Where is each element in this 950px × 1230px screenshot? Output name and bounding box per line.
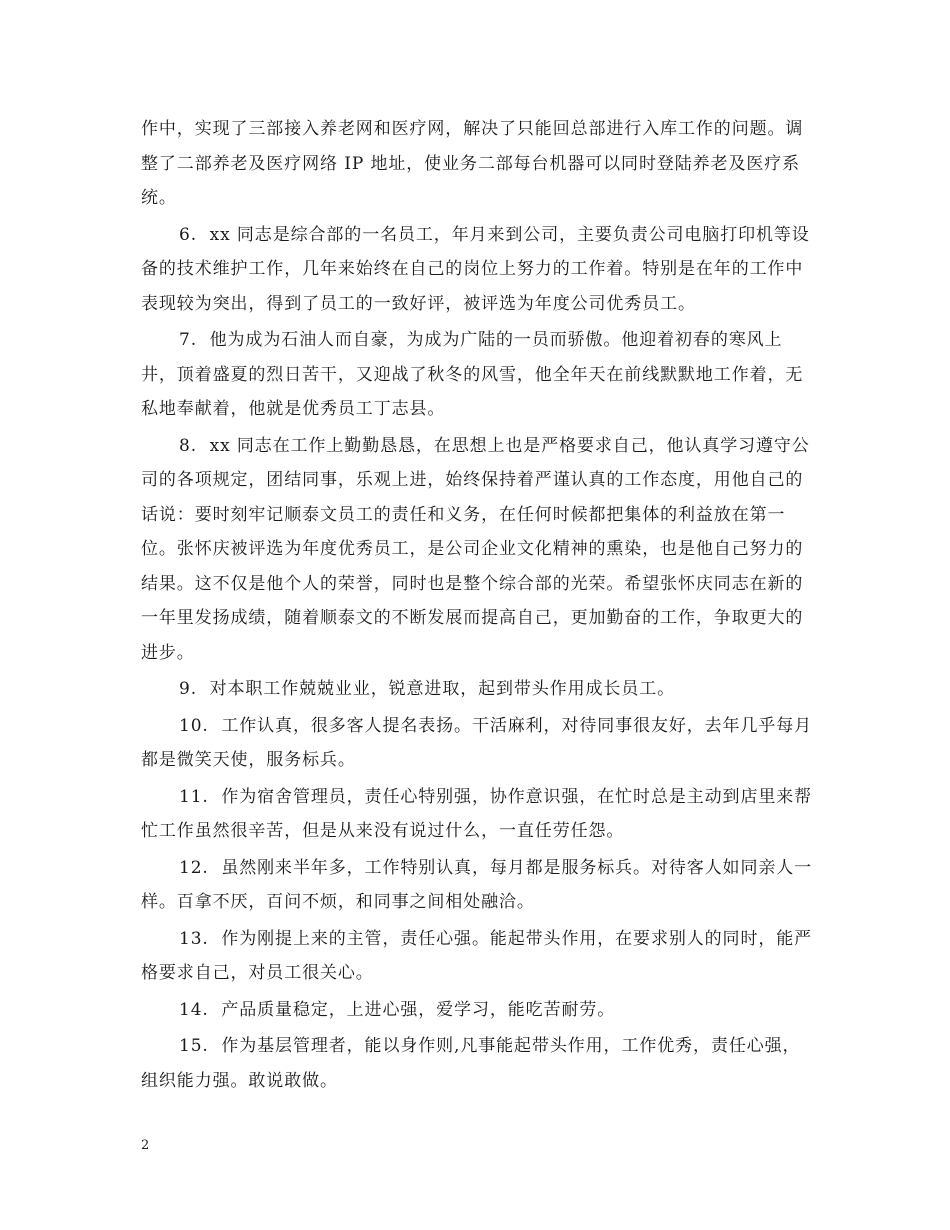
paragraph-item-6: 6. xx 同志是综合部的一名员工，年月来到公司，主要负责公司电脑打印机等设备的技术维护工作，几年来始终在自己的岗位上努力的工作着。特别是在年的工作中表现较为突出，得到了员工的一致好评，被评选为年度公司优秀员工。: [141, 224, 810, 314]
paragraph-item-9: 9. 对本职工作兢兢业业，锐意进取，起到带头作用成长员工。: [179, 679, 676, 699]
page-number: 2: [141, 1138, 150, 1153]
paragraph-item-13: 13. 作为刚提上来的主管，责任心强。能起带头作用，在要求别人的同时，能严格要求自己，对员工很关心。: [141, 928, 813, 983]
paragraph-item-15: 15. 作为基层管理者，能以身作则,凡事能起带头作用，工作优秀，责任心强，组织能力强。敢说敢做。: [141, 1036, 801, 1091]
paragraph-item-7: 7. 他为成为石油人而自豪，为成为广陆的一员而骄傲。他迎着初春的寒风上井，顶着盛夏的烈日苦干，又迎战了秋冬的风雪，他全年天在前线默默地工作着，无私地奉献着，他就是优秀员工丁志县。: [141, 330, 804, 419]
paragraph-item-8: 8. xx 同志在工作上勤勤恳恳，在思想上也是严格要求自己，他认真学习遵守公司的各项规定，团结同事，乐观上进，始终保持着严谨认真的工作态度，用他自己的话说：要时刻牢记顺泰文员工的责任和义务，在任何时候都把集体的利益放在第一位。张怀庆被评选为年度优秀员工，是公司企业文化精神的熏染，也是他自己努力的结果。这不仅是他个人的荣誉，同时也是整个综合部的光荣。希望张怀庆同志在新的一年里发扬成绩，随着顺泰文的不断发展而提高自己，更加勤奋的工作，争取更大的进步。: [141, 435, 810, 663]
paragraph-item-10: 10. 工作认真，很多客人提名表扬。干活麻利，对待同事很友好，去年几乎每月都是微笑天使，服务标兵。: [141, 715, 813, 770]
paragraph-item-14: 14. 产品质量稳定，上进心强，爱学习，能吃苦耐劳。: [179, 999, 616, 1020]
document-body: [141, 112, 813, 1100]
paragraph-item-12: 12. 虽然刚来半年多，工作特别认真，每月都是服务标兵。对待客人如同亲人一样。百拿不厌，百问不烦，和同事之间相处融洽。: [141, 857, 813, 912]
paragraph-item-11: 11. 作为宿舍管理员，责任心特别强，协作意识强，在忙时总是主动到店里来帮忙工作虽然很辛苦，但是从来没有说过什么，一直任劳任怨。: [141, 786, 813, 841]
paragraph-continuation: 作中，实现了三部接入养老网和医疗网，解决了只能回总部进行入库工作的问题。调整了二部养老及医疗网络 IP 地址，使业务二部每台机器可以同时登陆养老及医疗系统。: [141, 119, 804, 208]
